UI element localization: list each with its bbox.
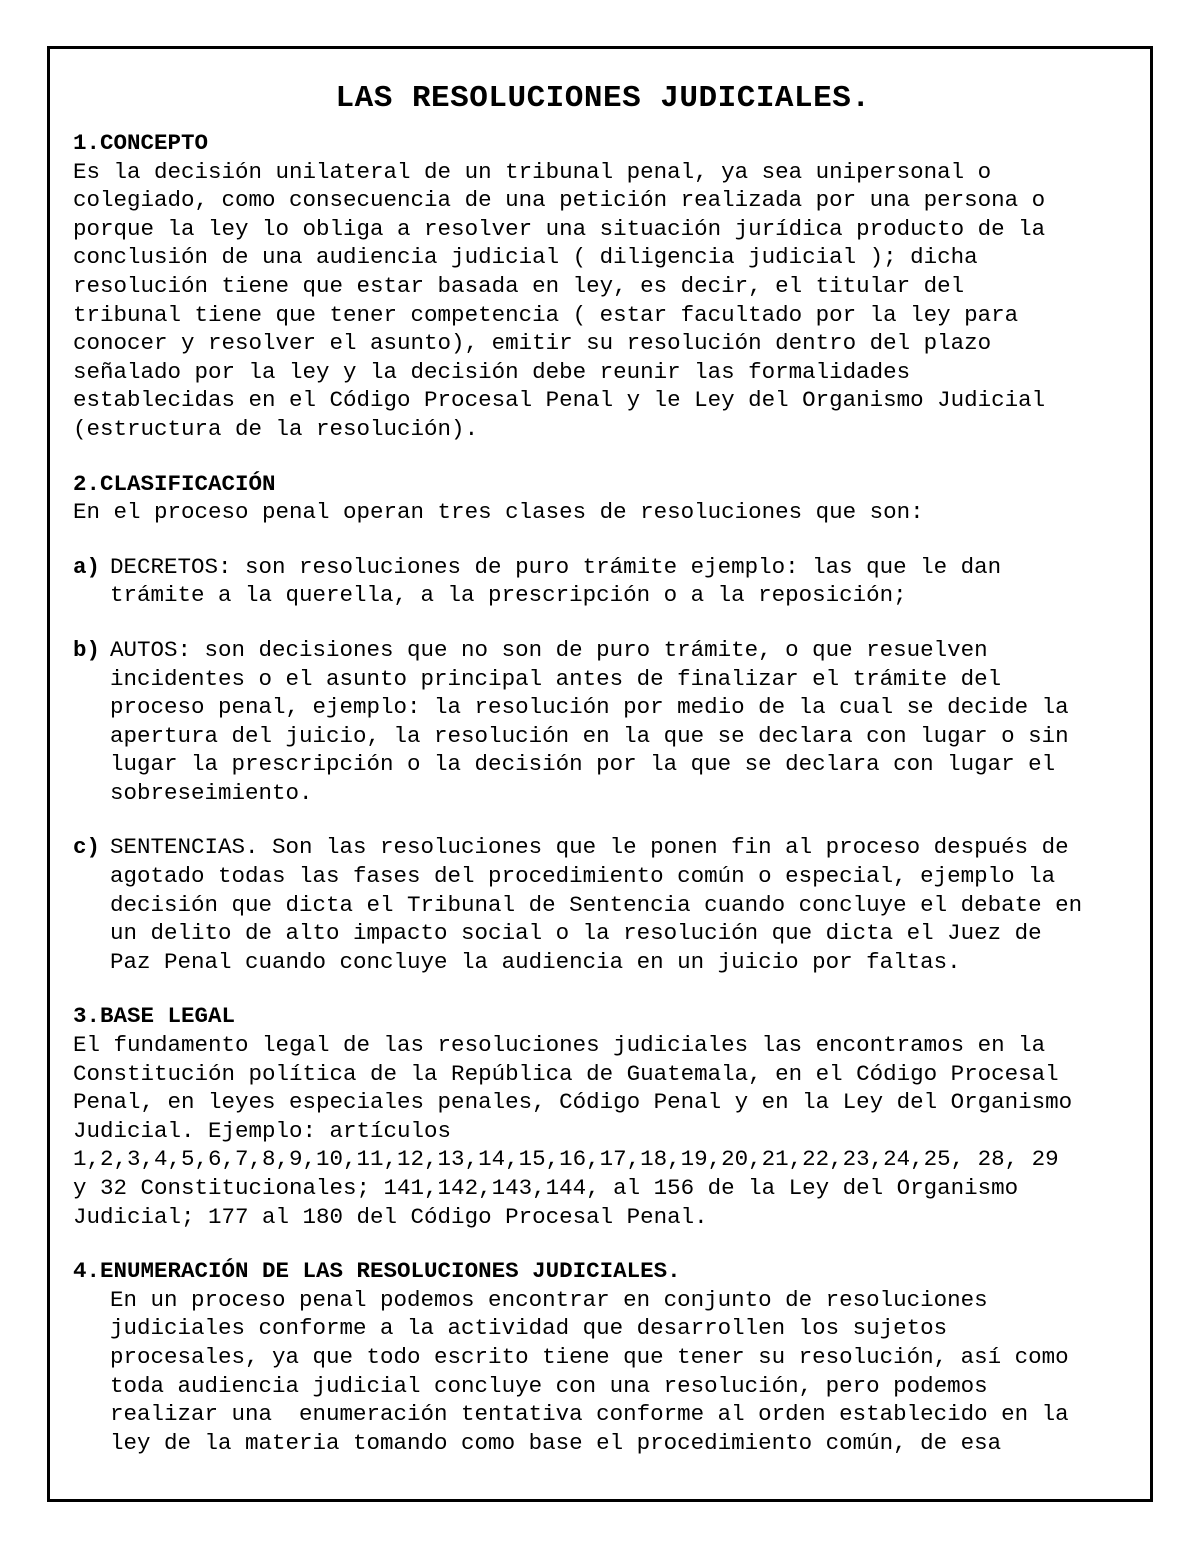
- document-title: LAS RESOLUCIONES JUDICIALES.: [335, 81, 871, 116]
- section-heading: 4.ENUMERACIÓN DE LAS RESOLUCIONES JUDICIALES.: [73, 1258, 681, 1285]
- section-body: Es la decisión unilateral de un tribunal penal, ya sea unipersonal o colegiado, como consecuencia de una petición realizada por una persona o porque la ley lo obliga a resolver una situación jurídica producto de la conclusión de una audiencia judicial ( diligencia judicial ); dicha resolución tiene que estar basada en ley, es decir, el titular del tribunal tiene que tener competencia ( estar facultado por la ley para conocer y resolver el asunto), emitir su resolución dentro del plazo señalado por la ley y la decisión debe reunir las formalidades establecidas en el Código Procesal Penal y le Ley del Organismo Judicial (estructura de la resolución).: [73, 158, 1046, 442]
- spacer: [73, 976, 1133, 1002]
- list-marker: a): [73, 553, 101, 580]
- section-concepto: [73, 129, 1133, 444]
- section-base-legal: [73, 1002, 1133, 1231]
- list-item-sentencias: [73, 833, 1133, 976]
- list-text: DECRETOS: son resoluciones de puro trámite ejemplo: las que le dan trámite a la querella, a la prescripción o a la reposición;: [110, 553, 1002, 609]
- section-body: En un proceso penal podemos encontrar en conjunto de resoluciones judiciales conforme a la actividad que desarrollen los sujetos procesales, ya que todo escrito tiene que tener su resolución, así como toda audiencia judicial concluye con una resolución, pero podemos realizar una enumeración tentativa conforme al orden establecido en la ley de la materia tomando como base el procedimiento común, de esa: [110, 1286, 1069, 1456]
- page-frame: [47, 46, 1153, 1502]
- section-intro: En el proceso penal operan tres clases de resoluciones que son:: [73, 499, 924, 526]
- list-marker: b): [73, 636, 101, 663]
- spacer: [73, 1231, 1133, 1257]
- list-text: SENTENCIAS. Son las resoluciones que le ponen fin al proceso después de agotado todas las fases del procedimiento común o especial, ejemplo la decisión que dicta el Tribunal de Sentencia cuando concluye el debate en un delito de alto impacto social o la resolución que dicta el Juez de Paz Penal cuando concluye la audiencia en un juicio por faltas.: [110, 834, 1083, 975]
- document-content: [73, 49, 1133, 1457]
- spacer: [73, 527, 1133, 553]
- spacer: [73, 610, 1133, 636]
- section-body: El fundamento legal de las resoluciones judiciales las encontramos en la Constitución política de la República de Guatemala, en el Código Procesal Penal, en leyes especiales penales, Código Penal y en la Ley del Organismo Judicial. Ejemplo: artículos 1,2,3,4,5,6,7,8,9,10,11,12,13,14,15,16,17,18,19,20,21,22,23,24,25, 28, 29 y 32 Constitucionales; 141,142,143,144, al 156 de la Ley del Organismo Judicial; 177 al 180 del Código Procesal Penal.: [73, 1032, 1073, 1230]
- list-marker: c): [73, 834, 101, 861]
- section-enumeracion: [73, 1257, 1133, 1457]
- spacer: [73, 444, 1133, 470]
- section-heading: 1.CONCEPTO: [73, 130, 209, 156]
- list-item-decretos: [73, 553, 1133, 610]
- list-text: AUTOS: son decisiones que no son de puro trámite, o que resuelven incidentes o el asunto principal antes de finalizar el trámite del proceso penal, ejemplo: la resolución por medio de la cual se decide la apertura del juicio, la resolución en la que se declara con lugar o sin lugar la prescripción o la decisión por la que se declara con lugar el sobreseimiento.: [110, 636, 1069, 806]
- list-item-autos: [73, 636, 1133, 808]
- section-clasificacion: [73, 470, 1133, 977]
- section-heading: 2.CLASIFICACIÓN: [73, 470, 276, 497]
- section-heading: 3.BASE LEGAL: [73, 1003, 236, 1030]
- spacer: [73, 807, 1133, 833]
